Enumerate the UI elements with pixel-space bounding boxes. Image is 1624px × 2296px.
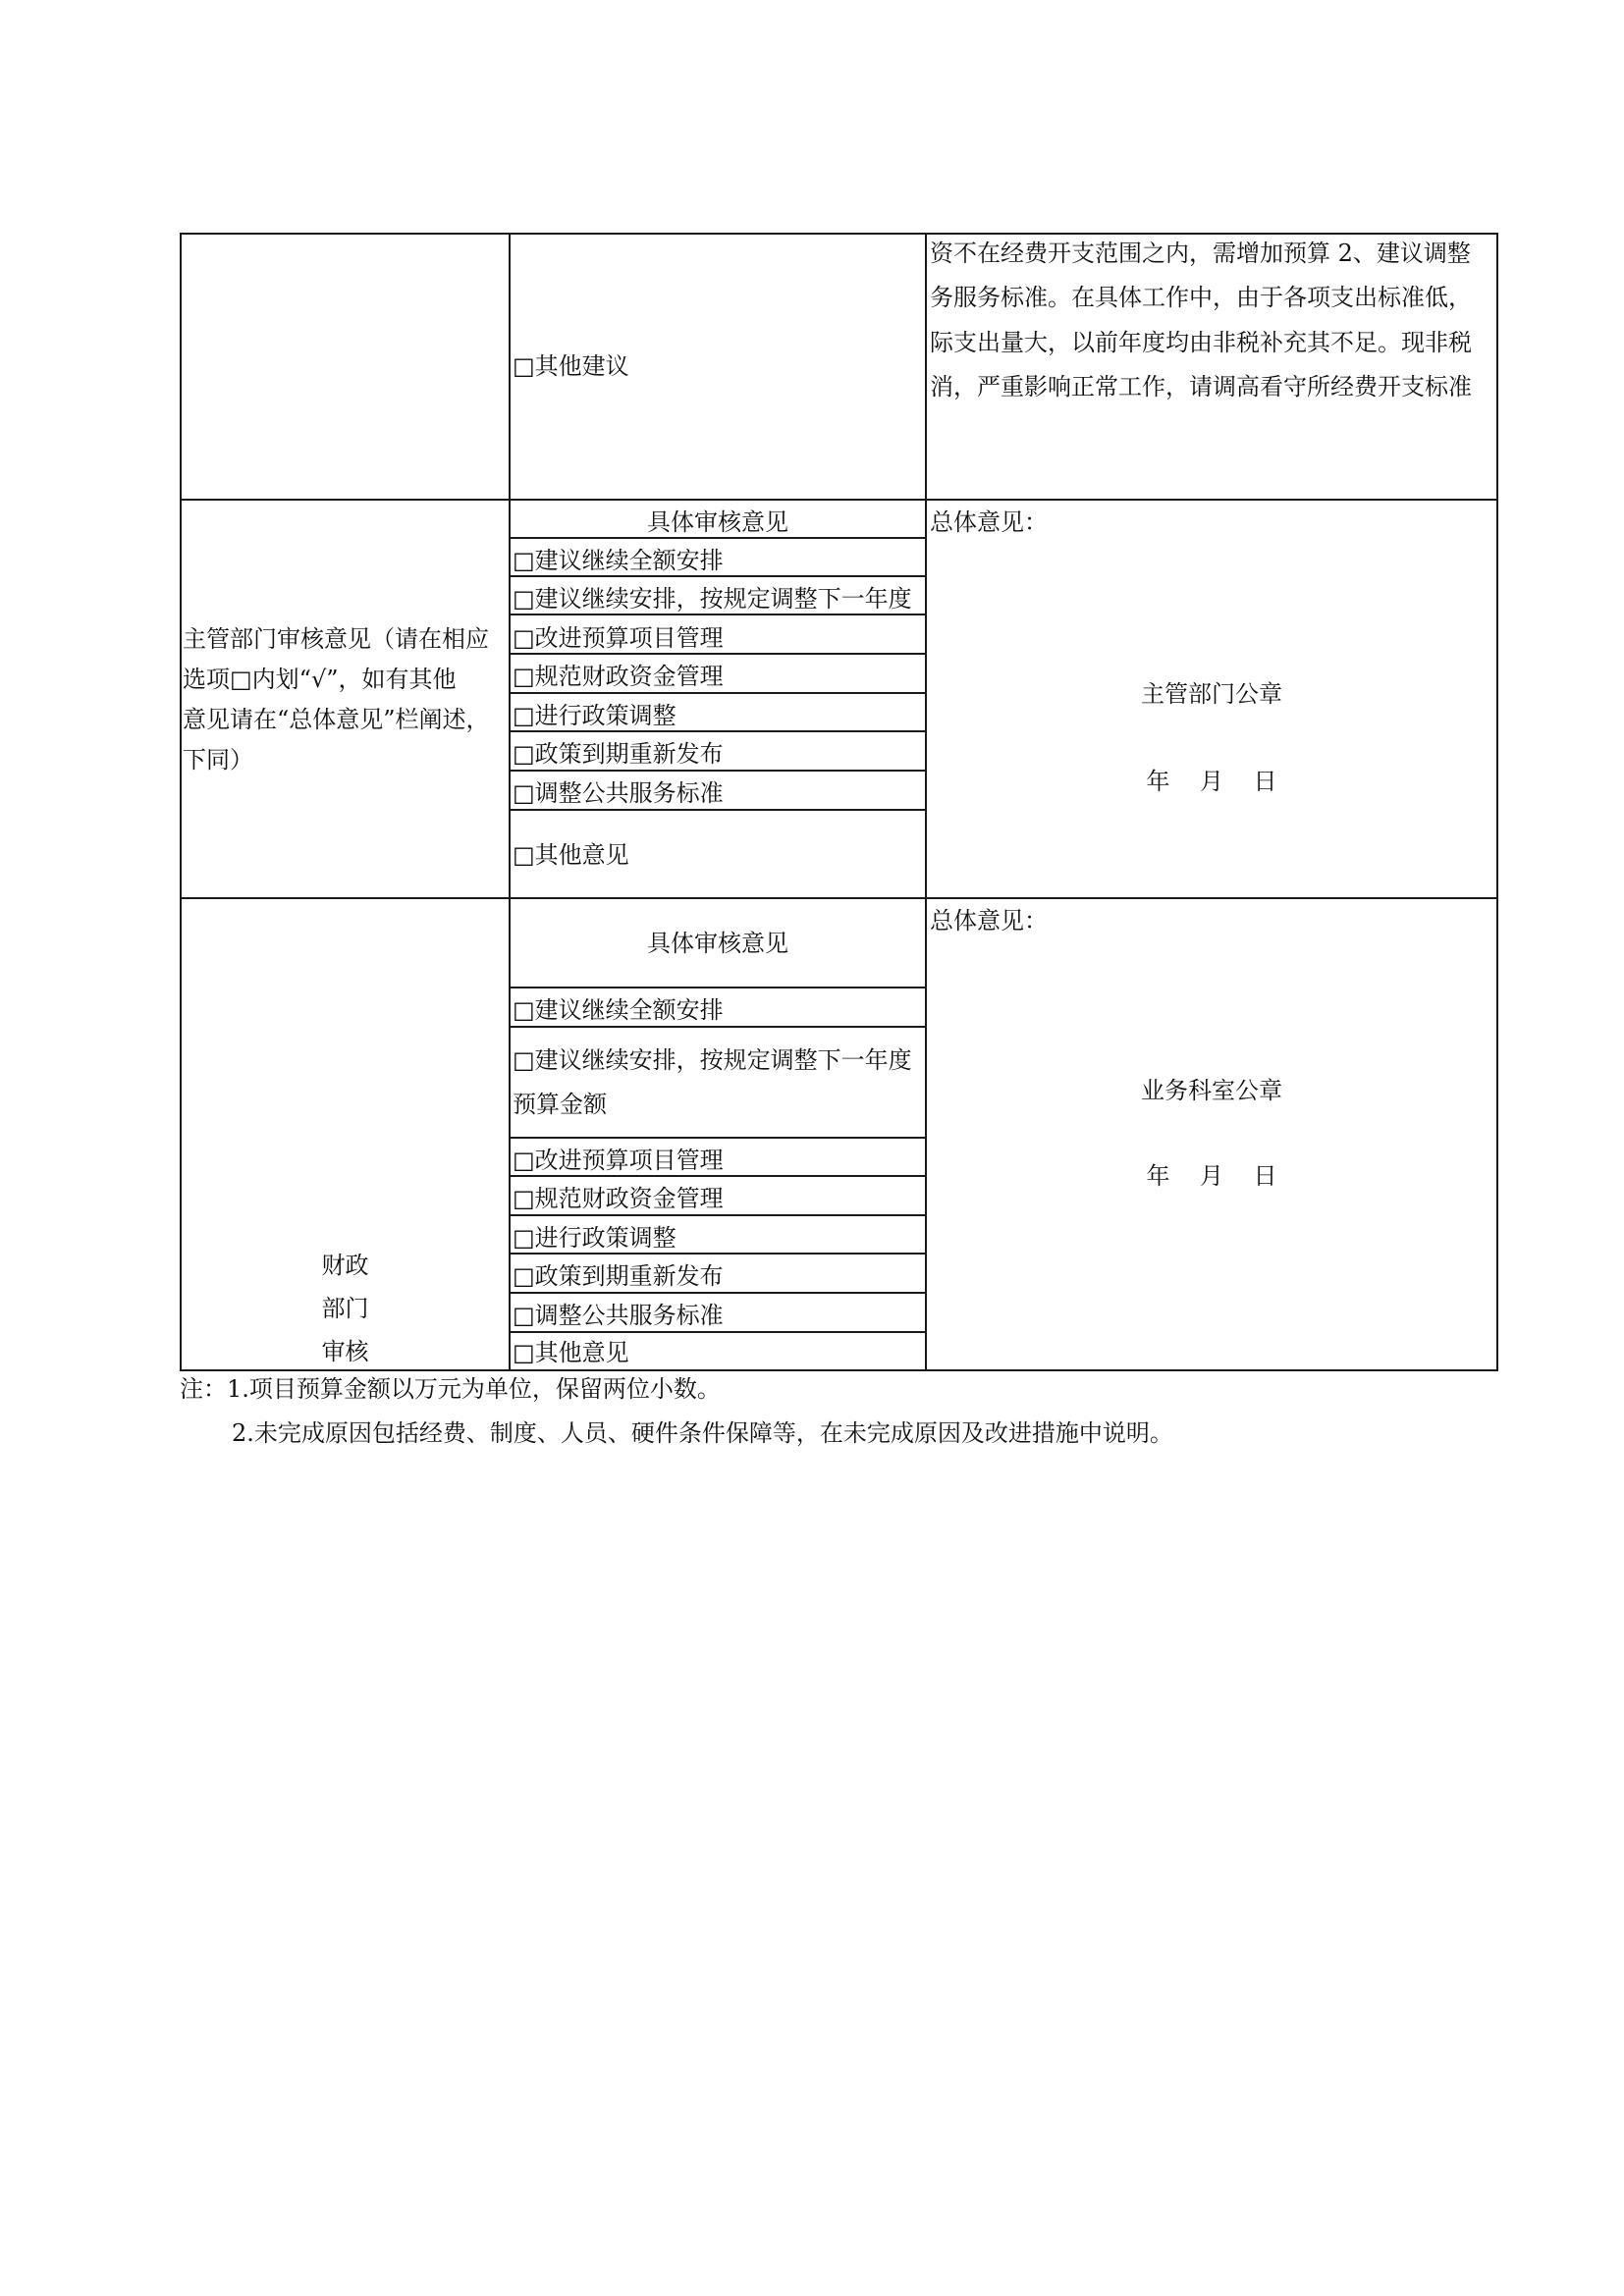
suggestion-line: 消，严重影响正常工作，请调高看守所经费开支标准 (930, 373, 1472, 400)
finance-option-policy-reissue[interactable]: □政策到期重新发布 (513, 1262, 724, 1290)
row-divider (180, 499, 1498, 501)
dept-option-policy-adjust[interactable]: □进行政策调整 (513, 702, 677, 729)
table-border-right (1496, 233, 1498, 1371)
finance-option-service-standard[interactable]: □调整公共服务标准 (513, 1302, 724, 1329)
table-border-left (180, 233, 182, 1371)
finance-option-standardize-funds[interactable]: □规范财政资金管理 (513, 1185, 724, 1212)
column-divider (509, 233, 511, 1371)
suggestion-line: 际支出量大，以前年度均由非税补充其不足。现非税 (930, 329, 1472, 356)
option-divider (509, 692, 927, 694)
option-divider (509, 537, 927, 539)
dept-review-label-line: 意见请在“总体意见”栏阐述， (183, 706, 490, 733)
finance-option-improve-project-mgmt[interactable]: □改进预算项目管理 (513, 1147, 724, 1174)
finance-overall-opinion-label: 总体意见： (930, 907, 1048, 934)
dept-option-standardize-funds[interactable]: □规范财政资金管理 (513, 663, 724, 690)
option-divider (509, 809, 927, 811)
finance-option-adjust-next-year[interactable]: □建议继续安排，按规定调整下一年度 (513, 1046, 912, 1074)
dept-option-adjust-next-year[interactable]: □建议继续安排，按规定调整下一年度 (513, 585, 912, 613)
option-divider (509, 987, 927, 988)
option-divider (509, 1175, 927, 1177)
finance-option-policy-adjust[interactable]: □进行政策调整 (513, 1224, 677, 1252)
finance-option-other[interactable]: □其他意见 (513, 1339, 629, 1366)
footnote-2: 2.未完成原因包括经费、制度、人员、硬件条件保障等，在未完成原因及改进措施中说明。 (232, 1419, 1173, 1447)
dept-review-label-line: 选项□内划“√”，如有其他 (183, 666, 457, 693)
suggestion-text-cell (930, 240, 1494, 416)
finance-option-full-funding[interactable]: □建议继续全额安排 (513, 996, 724, 1024)
option-divider (509, 730, 927, 732)
dept-seal-label: 主管部门公章 (1141, 680, 1282, 708)
option-divider (509, 1214, 927, 1216)
dept-overall-opinion-label: 总体意见： (930, 508, 1048, 536)
dept-review-label-line: 下同） (183, 746, 253, 774)
dept-option-service-standard[interactable]: □调整公共服务标准 (513, 779, 724, 807)
option-divider (509, 1331, 927, 1333)
option-divider (509, 770, 927, 772)
dept-date-line: 年 月 日 (1146, 768, 1277, 795)
dept-review-label-line: 主管部门审核意见（请在相应 (183, 625, 489, 653)
table-border-top (180, 233, 1498, 235)
finance-date-line: 年 月 日 (1146, 1162, 1277, 1190)
finance-review-label-line: 部门 (321, 1295, 369, 1322)
finance-option-adjust-next-year-cont: 预算金额 (513, 1091, 607, 1118)
option-divider (509, 1137, 927, 1139)
dept-option-full-funding[interactable]: □建议继续全额安排 (513, 547, 724, 574)
suggestion-line: 务服务标准。在具体工作中，由于各项支出标准低， (930, 284, 1472, 311)
column-divider (925, 233, 927, 1371)
footnote-1: 注：1.项目预算金额以万元为单位，保留两位小数。 (180, 1375, 721, 1403)
finance-review-label-line: 财政 (321, 1252, 369, 1279)
table-border-bottom (180, 1369, 1498, 1371)
dept-option-policy-reissue[interactable]: □政策到期重新发布 (513, 740, 724, 768)
option-divider (509, 653, 927, 655)
finance-review-header: 具体审核意见 (647, 930, 788, 957)
option-divider (509, 1253, 927, 1255)
dept-review-header: 具体审核意见 (647, 508, 788, 536)
option-divider (509, 1026, 927, 1028)
finance-review-label-line: 审核 (321, 1338, 369, 1365)
option-divider (509, 614, 927, 615)
finance-seal-label: 业务科室公章 (1141, 1077, 1282, 1104)
other-suggestion-checkbox[interactable]: □其他建议 (513, 352, 629, 380)
dept-option-improve-project-mgmt[interactable]: □改进预算项目管理 (513, 624, 724, 652)
dept-option-other[interactable]: □其他意见 (513, 841, 629, 869)
row-divider (180, 897, 1498, 899)
option-divider (509, 1292, 927, 1294)
suggestion-line: 资不在经费开支范围之内，需增加预算 2、建议调整 (930, 240, 1471, 267)
option-divider (509, 575, 927, 577)
